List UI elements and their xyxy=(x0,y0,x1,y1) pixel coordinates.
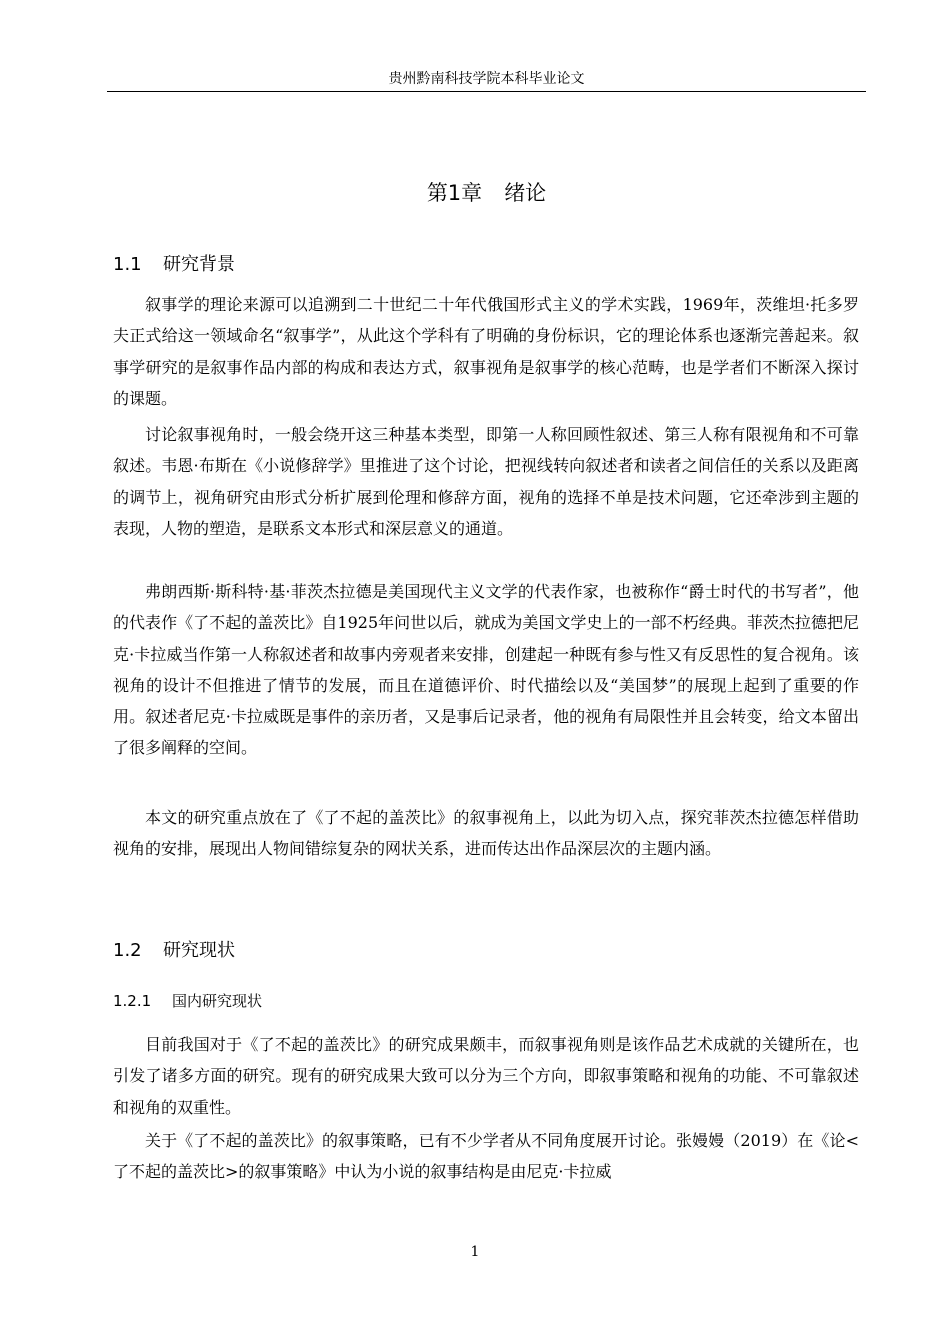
subsection-title: 国内研究现状 xyxy=(172,992,263,1010)
section-number: 1.2 xyxy=(113,940,142,961)
paragraph: 讨论叙事视角时，一般会绕开这三种基本类型，即第一人称回顾性叙述、第三人称有限视角和不可靠叙述。韦恩·布斯在《小说修辞学》里推进了这个讨论，把视线转向叙述者和读者之间信任的关系以及距离的调节上，视角研究由形式分析扩展到伦理和修辞方面，视角的选择不单是技术问题，它还牵涉到主题的表现，人物的塑造，是联系文本形式和深层意义的通道。 xyxy=(113,425,859,538)
paragraph: 本文的研究重点放在了《了不起的盖茨比》的叙事视角上，以此为切入点，探究菲茨杰拉德怎样借助视角的安排，展现出人物间错综复杂的网状关系，进而传达出作品深层次的主题内涵。 xyxy=(113,808,859,859)
subsection-heading-1-2-1 xyxy=(113,990,262,1012)
subsection-number: 1.2.1 xyxy=(113,992,152,1010)
section-title: 研究现状 xyxy=(163,940,235,961)
chapter-number: 第1章 xyxy=(426,181,483,205)
paragraph: 目前我国对于《了不起的盖茨比》的研究成果颇丰，而叙事视角则是该作品艺术成就的关键所在，也引发了诸多方面的研究。现有的研究成果大致可以分为三个方向，即叙事策略和视角的功能、不可靠叙述和视角的双重性。 xyxy=(113,1035,859,1117)
section-number: 1.1 xyxy=(113,254,142,275)
chapter-title xyxy=(107,178,866,208)
running-header: 贵州黔南科技学院本科毕业论文 xyxy=(388,71,585,87)
paragraph: 叙事学的理论来源可以追溯到二十世纪二十年代俄国形式主义的学术实践，1969年，茨维坦·托多罗夫正式给这一领域命名“叙事学”，从此这个学科有了明确的身份标识，它的理论体系也逐渐完善起来。叙事学研究的是叙事作品内部的构成和表达方式，叙事视角是叙事学的核心范畴，也是学者们不断深入探讨的课题。 xyxy=(113,295,859,408)
paragraph: 关于《了不起的盖茨比》的叙事策略，已有不少学者从不同角度展开讨论。张嫚嫚（2019）在《论<了不起的盖茨比>的叙事策略》中认为小说的叙事结构是由尼克·卡拉威 xyxy=(113,1131,859,1182)
section-heading-1-1 xyxy=(113,252,235,278)
section-title: 研究背景 xyxy=(163,254,235,275)
section-heading-1-2 xyxy=(113,938,235,964)
chapter-name: 绪论 xyxy=(504,181,547,205)
paragraph: 弗朗西斯·斯科特·基·菲茨杰拉德是美国现代主义文学的代表作家，也被称作“爵士时代的书写者”，他的代表作《了不起的盖茨比》自1925年问世以后，就成为美国文学史上的一部不朽经典。菲茨杰拉德把尼克·卡拉威当作第一人称叙述者和故事内旁观者来安排，创建起一种既有参与性又有反思性的复合视角。该视角的设计不但推进了情节的发展，而且在道德评价、时代描绘以及“美国梦”的展现上起到了重要的作用。叙述者尼克·卡拉威既是事件的亲历者，又是事后记录者，他的视角有局限性并且会转变，给文本留出了很多阐释的空间。 xyxy=(113,582,859,758)
header-rule xyxy=(107,91,866,92)
page-number: 1 xyxy=(470,1244,480,1260)
